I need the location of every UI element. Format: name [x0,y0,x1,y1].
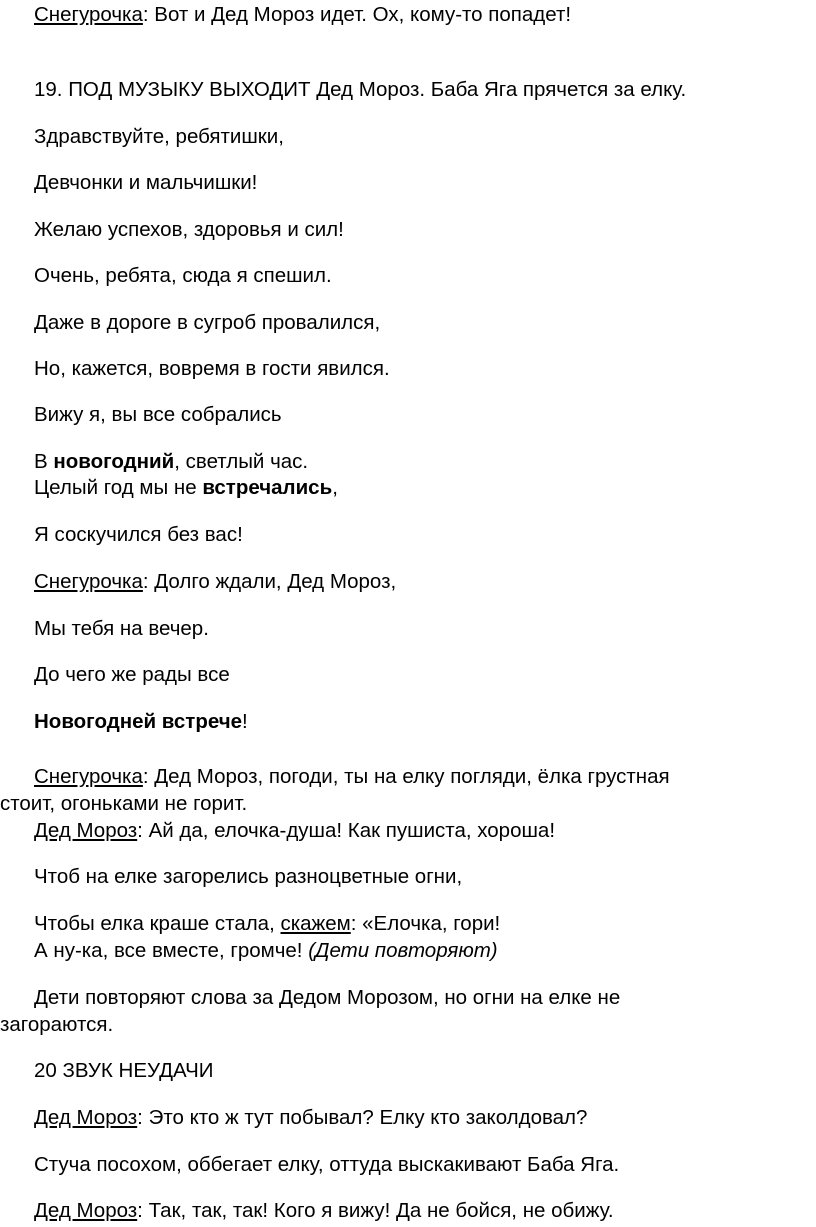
speaker-name: Снегурочка [34,3,143,26]
stage-direction: 20 ЗВУК НЕУДАЧИ [34,1059,214,1082]
dialogue-line: Снегурочка: Вот и Дед Мороз идет. Ох, кому-то попадет! [34,3,572,26]
verse-line: В новогодний, светлый час. [34,450,309,473]
speaker-name: Дед Мороз [34,1199,138,1222]
verse-line: Очень, ребята, сюда я спешил. [34,264,332,287]
dialogue-line: Дед Мороз: Ай да, елочка-душа! Как пушиста, хороша! [34,819,556,842]
verse-line: Но, кажется, вовремя в гости явился. [34,357,390,380]
verse-line: Новогодней встрече! [34,710,248,733]
verse-line: Я соскучился без вас! [34,523,243,546]
paragraph-continuation: стоит, огоньками не горит. [0,792,248,815]
narration-line: Дети повторяют слова за Дедом Морозом, но огни на елке не [34,986,621,1009]
line-text: Вот и Дед Мороз идет. Ох, кому-то попадет! [154,3,572,26]
paragraph-continuation: загораются. [0,1013,114,1036]
speaker-name: Дед Мороз [34,819,138,842]
verse-line: Целый год мы не встречались, [34,476,338,499]
verse-line: Чтобы елка краше стала, скажем: «Елочка, гори! [34,912,501,935]
verse-line: Желаю успехов, здоровья и сил! [34,218,344,241]
stage-direction: 19. ПОД МУЗЫКУ ВЫХОДИТ Дед Мороз. Баба Яга прячется за елку. [34,78,687,101]
verse-line: Вижу я, вы все собрались [34,403,282,426]
stage-note: (Дети повторяют) [308,939,498,962]
dialogue-line: Снегурочка: Долго ждали, Дед Мороз, [34,570,397,593]
dialogue-line: Дед Мороз: Так, так, так! Кого я вижу! Да не бойся, не обижу. [34,1199,614,1222]
verse-line: Мы тебя на вечер. [34,617,209,640]
verse-line: Здравствуйте, ребятишки, [34,125,284,148]
verse-line: Даже в дороге в сугроб провалился, [34,311,381,334]
verse-line: Чтоб на елке загорелись разноцветные огни, [34,865,463,888]
speaker-name: Снегурочка [34,765,143,788]
verse-line: А ну-ка, все вместе, громче! (Дети повторяют) [34,939,498,962]
narration-line: Стуча посохом, оббегает елку, оттуда выскакивают Баба Яга. [34,1153,620,1176]
verse-line: Девчонки и мальчишки! [34,171,258,194]
dialogue-line: Снегурочка: Дед Мороз, погоди, ты на елку погляди, ёлка грустная [34,765,670,788]
verse-line: До чего же рады все [34,663,230,686]
dialogue-line: Дед Мороз: Это кто ж тут побывал? Елку кто заколдовал? [34,1106,588,1129]
speaker-name: Дед Мороз [34,1106,138,1129]
speaker-name: Снегурочка [34,570,143,593]
